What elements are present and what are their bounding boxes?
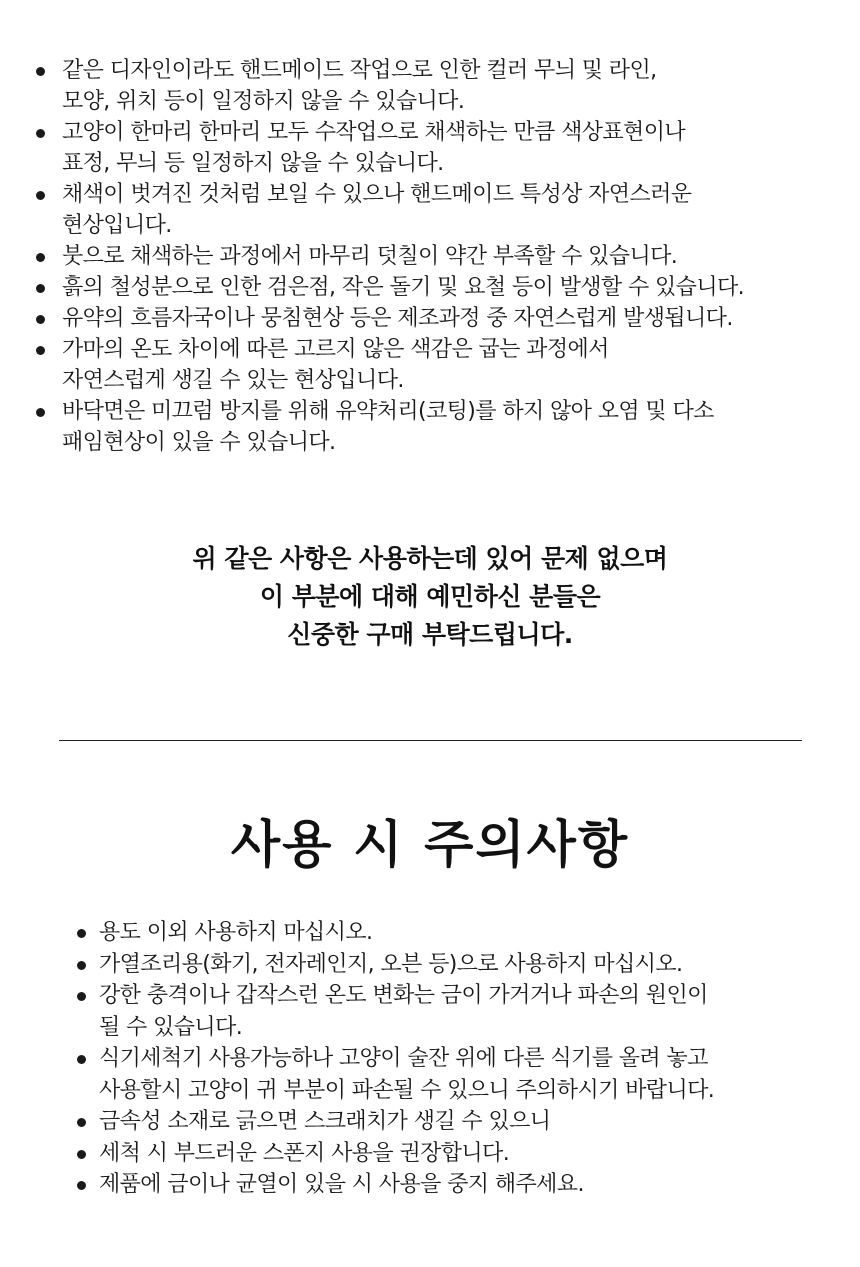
bullet-icon xyxy=(36,346,45,355)
caution-line: 금속성 소재로 긁으면 스크래치가 생길 수 있으니 xyxy=(99,1109,551,1134)
note-line: 붓으로 채색하는 과정에서 마무리 덧칠이 약간 부족할 수 있습니다. xyxy=(62,244,678,269)
bullet-icon xyxy=(36,253,45,262)
bullet-icon xyxy=(36,408,45,417)
note-line: 자연스럽게 생길 수 있는 현상입니다. xyxy=(62,368,404,393)
bullet-icon xyxy=(36,191,45,200)
note-item xyxy=(34,55,834,117)
notice-line: 이 부분에 대해 예민하신 분들은 xyxy=(259,582,601,611)
bullet-icon xyxy=(77,1181,86,1190)
section-divider xyxy=(59,740,802,741)
bullet-icon xyxy=(77,1150,86,1159)
note-item xyxy=(34,272,834,303)
bullet-icon xyxy=(36,129,45,138)
caution-line: 가열조리용(화기, 전자레인지, 오븐 등)으로 사용하지 마십시오. xyxy=(99,951,683,977)
note-item xyxy=(34,117,834,179)
bullet-icon xyxy=(77,1055,86,1064)
bullet-icon xyxy=(77,992,86,1001)
bullet-icon xyxy=(36,67,45,76)
caution-line: 식기세척기 사용가능하나 고양이 술잔 위에 다른 식기를 올려 놓고 xyxy=(99,1046,708,1071)
note-line: 유약의 흐름자국이나 뭉침현상 등은 제조과정 중 자연스럽게 발생됩니다. xyxy=(62,306,733,331)
note-line: 흙의 철성분으로 인한 검은점, 작은 돌기 및 요철 등이 발생할 수 있습니다. xyxy=(62,275,745,300)
bullet-icon xyxy=(77,961,86,970)
caution-line: 제품에 금이나 균열이 있을 시 사용을 중지 해주세요. xyxy=(99,1172,584,1197)
note-item xyxy=(34,334,834,396)
caution-line: 사용할시 고양이 귀 부분이 파손될 수 있으니 주의하시기 바랍니다. xyxy=(99,1077,715,1103)
note-item xyxy=(34,303,834,334)
note-line: 표정, 무늬 등 일정하지 않을 수 있습니다. xyxy=(62,151,444,176)
caution-line: 세척 시 부드러운 스폰지 사용을 권장합니다. xyxy=(99,1140,510,1166)
note-line: 현상입니다. xyxy=(62,213,172,238)
note-line: 패임현상이 있을 수 있습니다. xyxy=(62,430,336,455)
caution-item xyxy=(73,949,843,981)
notice-line: 신중한 구매 부탁드립니다. xyxy=(287,620,573,649)
note-item xyxy=(34,179,834,241)
note-line: 가마의 온도 차이에 따른 고르지 않은 색감은 굽는 과정에서 xyxy=(62,337,609,362)
bullet-icon xyxy=(77,1118,86,1127)
note-item xyxy=(34,396,834,458)
caution-line: 강한 충격이나 갑작스런 온도 변화는 금이 가거거나 파손의 원인이 xyxy=(99,983,708,1008)
note-line: 바닥면은 미끄럼 방지를 위해 유약처리(코팅)를 하지 않아 오염 및 다소 xyxy=(62,399,714,424)
caution-item xyxy=(73,980,843,1043)
caution-line: 될 수 있습니다. xyxy=(99,1014,243,1040)
caution-item xyxy=(73,1106,843,1138)
caution-item xyxy=(73,1138,843,1170)
note-item xyxy=(34,241,834,272)
note-line: 고양이 한마리 한마리 모두 수작업으로 채색하는 만큼 색상표현이나 xyxy=(62,120,686,145)
notice-line: 위 같은 사항은 사용하는데 있어 문제 없으며 xyxy=(192,544,668,573)
product-notes-list xyxy=(34,55,834,458)
bullet-icon xyxy=(36,315,45,324)
caution-item xyxy=(73,917,843,949)
note-line: 채색이 벗겨진 것처럼 보일 수 있으나 핸드메이드 특성상 자연스러운 xyxy=(62,182,692,207)
purchase-notice xyxy=(0,540,860,654)
caution-title: 사용 시 주의사항 xyxy=(230,816,630,875)
caution-item xyxy=(73,1043,843,1106)
bullet-icon xyxy=(77,929,86,938)
caution-item xyxy=(73,1169,843,1201)
note-line: 같은 디자인이라도 핸드메이드 작업으로 인한 컬러 무늬 및 라인, xyxy=(62,58,657,83)
caution-list xyxy=(73,917,843,1201)
caution-line: 용도 이외 사용하지 마십시오. xyxy=(99,920,373,945)
note-line: 모양, 위치 등이 일정하지 않을 수 있습니다. xyxy=(62,89,465,114)
bullet-icon xyxy=(36,284,45,293)
